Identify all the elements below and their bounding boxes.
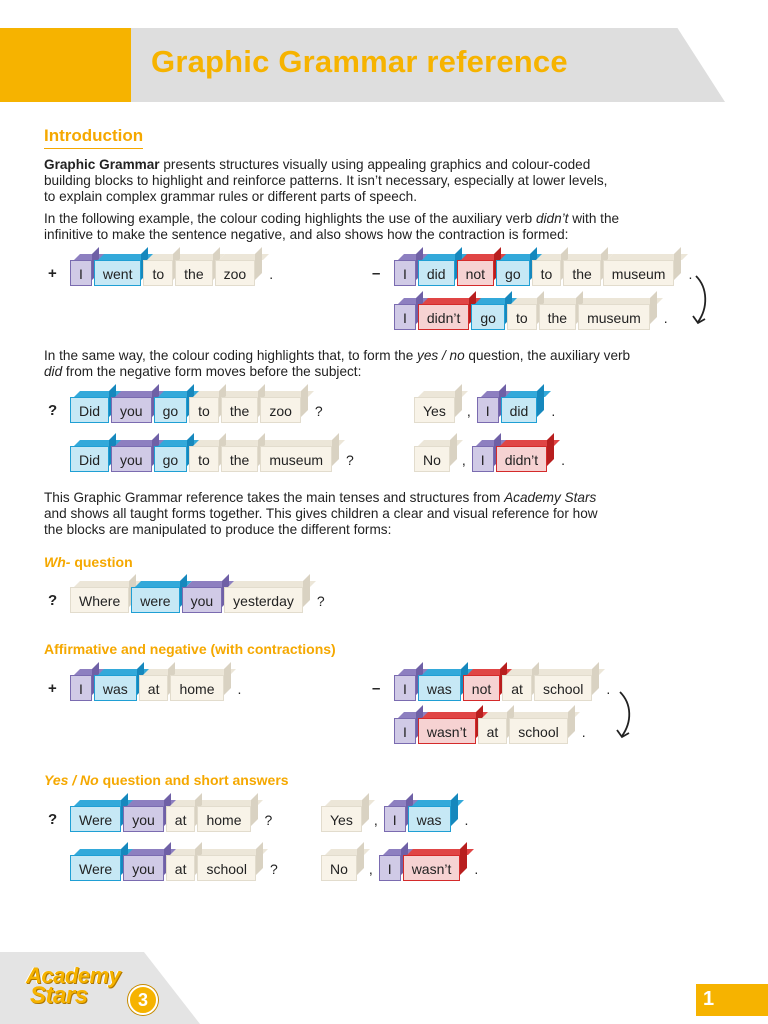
- block-auxiliary: Did: [70, 397, 109, 423]
- block-word: zoo: [215, 260, 256, 286]
- block-contraction: didn’t: [496, 446, 547, 472]
- short-answer-yes: [414, 389, 555, 423]
- yes-no-answer-yes: [321, 798, 468, 832]
- text-span: the blocks are manipulated to produce the different forms:: [44, 522, 392, 537]
- yes-no-answer-no: [321, 847, 478, 881]
- block-word: at: [139, 675, 169, 701]
- block-subject: I: [394, 304, 416, 330]
- block-word: at: [478, 718, 508, 744]
- block-verb: go: [471, 304, 505, 330]
- intro-paragraph-4: [44, 490, 674, 538]
- emphasis: yes / no: [417, 348, 465, 363]
- question-mark: ?: [264, 812, 273, 828]
- block-word: the: [221, 397, 258, 423]
- block-verb: go: [154, 446, 188, 472]
- block-subject: you: [111, 446, 152, 472]
- block-word: the: [221, 446, 258, 472]
- block-subject: I: [394, 718, 416, 744]
- text-span: In the following example, the colour coding highlights the use of the auxiliary verb: [44, 211, 536, 226]
- block-contraction: didn’t: [418, 304, 469, 330]
- section-heading-introduction: [44, 126, 143, 146]
- block-subject: I: [70, 675, 92, 701]
- comma: ,: [368, 861, 373, 877]
- text-span: infinitive to make the sentence negative, and also shows how the contraction is formed:: [44, 227, 569, 242]
- block-word: at: [166, 855, 196, 881]
- block-verb: was: [94, 675, 137, 701]
- block-auxiliary: Did: [70, 446, 109, 472]
- block-contraction: wasn’t: [403, 855, 461, 881]
- minus-sign: –: [372, 264, 381, 282]
- bold-term: Graphic Grammar: [44, 157, 160, 172]
- period: .: [464, 812, 469, 828]
- page-number: 1: [703, 988, 715, 1010]
- block-answer: Yes: [321, 806, 362, 832]
- emphasis: Academy Stars: [504, 490, 597, 505]
- block-word: to: [189, 446, 219, 472]
- page-title: Graphic Grammar reference: [151, 44, 568, 79]
- block-verb: went: [94, 260, 142, 286]
- sign-spacer: [48, 451, 70, 459]
- question-mark: ?: [314, 403, 323, 419]
- text-span: question, the auxiliary verb: [464, 348, 631, 363]
- logo-level-badge: 3: [128, 985, 158, 1015]
- block-contraction: wasn’t: [418, 718, 476, 744]
- example-positive-row: [48, 252, 273, 286]
- question-sign: ?: [48, 401, 58, 419]
- header-accent-block: [0, 28, 131, 102]
- heading-text: question and short answers: [98, 772, 289, 788]
- block-subject: I: [394, 675, 416, 701]
- heading-text: Introduction: [44, 126, 143, 149]
- affirmative-row: [48, 667, 241, 701]
- block-auxiliary: were: [131, 587, 179, 613]
- block-word: to: [143, 260, 173, 286]
- period: .: [474, 861, 479, 877]
- block-subject: I: [384, 806, 406, 832]
- section-heading-wh-question: [44, 554, 133, 570]
- block-subject: I: [477, 397, 499, 423]
- yes-no-question-row-1: [48, 798, 272, 832]
- block-verb: Were: [70, 855, 121, 881]
- text-span: and shows all taught forms together. This gives children a clear and visual reference for how: [44, 506, 598, 521]
- block-subject: I: [394, 260, 416, 286]
- block-auxiliary: did: [501, 397, 538, 423]
- question-sign: ?: [48, 591, 58, 609]
- block-negative: not: [463, 675, 500, 701]
- logo-academy: Academy: [26, 963, 121, 988]
- comma: ,: [466, 403, 471, 419]
- question-sign: ?: [48, 810, 58, 828]
- block-wh-word: Where: [70, 587, 129, 613]
- text-span: with the: [568, 211, 620, 226]
- block-answer: No: [321, 855, 357, 881]
- block-word: the: [539, 304, 576, 330]
- block-word: at: [166, 806, 196, 832]
- sign-spacer: [372, 723, 394, 731]
- question-mark: ?: [316, 593, 325, 609]
- text-span: In the same way, the colour coding highlights that, to form the: [44, 348, 418, 363]
- comma: ,: [461, 452, 466, 468]
- transform-arrow-icon: [616, 688, 636, 742]
- example-contraction-row: [372, 296, 668, 330]
- block-word: school: [509, 718, 567, 744]
- heading-text: question: [70, 554, 133, 570]
- text-span: building blocks to highlight and reinforce patterns. It isn’t necessary, especially at lower levels,: [44, 173, 608, 188]
- block-subject: I: [379, 855, 401, 881]
- period: .: [581, 724, 586, 740]
- emphasis: did: [44, 364, 63, 379]
- block-word: to: [189, 397, 219, 423]
- block-subject: I: [70, 260, 92, 286]
- transform-arrow-icon: [692, 272, 712, 328]
- block-word: school: [197, 855, 255, 881]
- block-word: home: [197, 806, 250, 832]
- section-heading-yes-no: [44, 772, 289, 788]
- block-verb: Were: [70, 806, 121, 832]
- text-span: from the negative form moves before the subject:: [62, 364, 362, 379]
- section-heading-affirmative-negative: Affirmative and negative (with contractions): [44, 641, 336, 657]
- plus-sign: +: [48, 264, 57, 282]
- block-verb: go: [154, 397, 188, 423]
- block-answer: Yes: [414, 397, 455, 423]
- block-word: museum: [260, 446, 332, 472]
- block-verb: was: [408, 806, 451, 832]
- period: .: [561, 452, 566, 468]
- block-verb: was: [418, 675, 461, 701]
- block-subject: you: [111, 397, 152, 423]
- block-word: zoo: [260, 397, 301, 423]
- intro-paragraph-2: [44, 211, 674, 243]
- sign-spacer: [48, 860, 70, 868]
- logo-stars: Stars: [30, 982, 88, 1009]
- wh-question-row: [48, 579, 325, 613]
- block-word: museum: [578, 304, 650, 330]
- block-word: home: [170, 675, 223, 701]
- block-word: the: [175, 260, 212, 286]
- block-subject: you: [123, 855, 164, 881]
- minus-sign: –: [372, 679, 381, 697]
- question-row-1: [48, 389, 323, 423]
- plus-sign: +: [48, 679, 57, 697]
- block-verb: go: [496, 260, 530, 286]
- question-mark: ?: [269, 861, 278, 877]
- block-word: at: [502, 675, 532, 701]
- block-subject: I: [472, 446, 494, 472]
- negative-row: [372, 667, 610, 701]
- block-subject: you: [182, 587, 223, 613]
- block-word: school: [534, 675, 592, 701]
- text-span: presents structures visually using appealing graphics and colour-coded: [159, 157, 591, 172]
- emphasis: didn’t: [535, 211, 569, 226]
- block-answer: No: [414, 446, 450, 472]
- block-subject: you: [123, 806, 164, 832]
- block-word: museum: [603, 260, 675, 286]
- text-span: This Graphic Grammar reference takes the main tenses and structures from: [44, 490, 505, 505]
- short-answer-no: [414, 438, 565, 472]
- question-mark: ?: [346, 452, 354, 468]
- period: .: [269, 266, 274, 282]
- emphasis: Wh-: [44, 554, 71, 570]
- question-row-2: [48, 438, 354, 472]
- intro-paragraph-1: [44, 157, 674, 205]
- block-word: yesterday: [224, 587, 303, 613]
- block-word: the: [563, 260, 600, 286]
- block-auxiliary: did: [418, 260, 455, 286]
- block-word: to: [532, 260, 562, 286]
- block-negative: not: [457, 260, 494, 286]
- period: .: [663, 310, 668, 326]
- yes-no-question-row-2: [48, 847, 278, 881]
- emphasis: Yes / No: [44, 772, 99, 788]
- intro-paragraph-3: [44, 348, 674, 380]
- text-span: to explain complex grammar rules or different parts of speech.: [44, 189, 417, 204]
- comma: ,: [373, 812, 378, 828]
- period: .: [606, 681, 611, 697]
- example-negative-row: [372, 252, 692, 286]
- period: .: [237, 681, 242, 697]
- sign-spacer: [372, 309, 394, 317]
- period: .: [688, 266, 693, 282]
- contraction-row: [372, 710, 586, 744]
- block-word: to: [507, 304, 537, 330]
- period: .: [551, 403, 556, 419]
